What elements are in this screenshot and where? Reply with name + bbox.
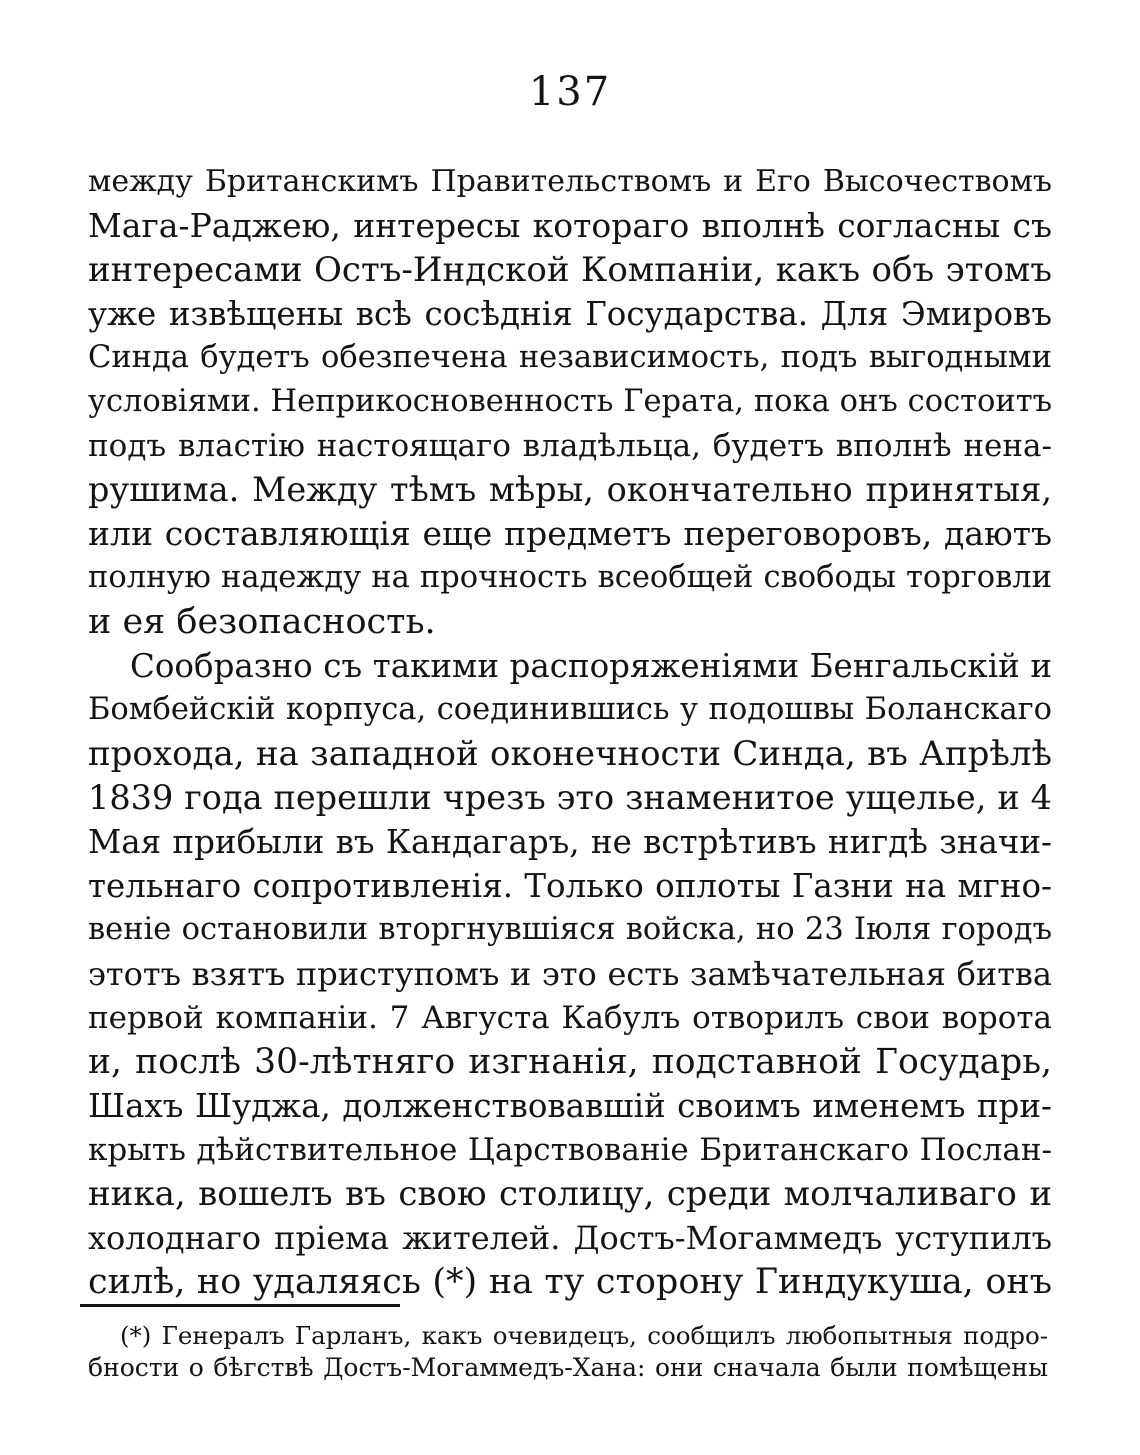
text-line: рушима. Между тѣмъ мѣры, окончательно принятыя, (88, 470, 1052, 509)
text-line: Бомбейскій корпуса, соединившись у подошвы Боланскаго (88, 692, 1052, 727)
text-line: и ея безопасность. (88, 602, 436, 642)
text-line: уже извѣщены всѣ сосѣднія Государства. Для Эмировъ (88, 295, 1052, 333)
text-line: тельнаго сопротивленія. Только оплоты Газни на мгно- (88, 867, 1052, 905)
text-line: полную надежду на прочность всеобщей свободы торговли (88, 560, 1052, 595)
text-line: прохода, на западной оконечности Синда, въ Апрѣлѣ (88, 734, 1052, 774)
text-line: Синда будетъ обезпечена независимость, подъ выгодными (88, 340, 1052, 375)
footnote-divider (80, 1304, 400, 1307)
text-line: Сообразно съ такими распоряженіями Бенгальскій и (130, 647, 1052, 685)
text-line: веніе остановили вторгнувшіяся войска, но 23 Іюля городъ (88, 912, 1052, 947)
text-line: 1839 года перешли чрезъ это знаменитое ущелье, и 4 (88, 778, 1052, 817)
page-number: 137 (528, 69, 612, 115)
text-line: условіями. Неприкосновенность Герата, пока онъ состоитъ (88, 384, 1052, 419)
text-line: Мага-Раджею, интересы котораго вполнѣ согласны съ (88, 206, 1052, 245)
text-line: силѣ, но удаляясь (*) на ту сторону Гиндукуша, онъ (88, 1262, 1052, 1302)
footnote-line: (*) Генералъ Гарланъ, какъ очевидецъ, сообщилъ любопытныя подро- (120, 1321, 1048, 1350)
text-line: этотъ взятъ приступомъ и это есть замѣчательная битва (88, 955, 1052, 993)
text-line: или составляющія еще предметъ переговоровъ, даютъ (88, 514, 1052, 553)
text-line: и, послѣ 30-лѣтняго изгнанія, подставной Государь, (88, 1042, 1052, 1082)
text-line: холоднаго пріема жителей. Достъ-Могаммедъ уступилъ (88, 1219, 1052, 1257)
footnote-line: бности о бѣгствѣ Достъ-Могаммедъ-Хана: они сначала были помѣщены (88, 1353, 1048, 1382)
text-line: Шахъ Шуджа, долженствовавшій своимъ именемъ при- (88, 1087, 1052, 1125)
text-line: между Британскимъ Правительствомъ и Его Высочествомъ (88, 164, 1052, 199)
text-line: ника, вошелъ въ свою столицу, среди молчаливаго и (88, 1174, 1052, 1214)
text-line: Мая прибыли въ Кандагаръ, не встрѣтивъ нигдѣ значи- (88, 823, 1052, 861)
text-line: первой компаніи. 7 Августа Кабулъ отворилъ свои ворота (88, 1000, 1052, 1036)
text-line: подъ властію настоящаго владѣльца, будетъ вполнѣ нена- (88, 428, 1052, 464)
text-line: крыть дѣйствительное Царствованіе Британскаго Послан- (88, 1132, 1052, 1168)
text-line: интересами Остъ-Индской Компаніи, какъ объ этомъ (88, 250, 1052, 290)
